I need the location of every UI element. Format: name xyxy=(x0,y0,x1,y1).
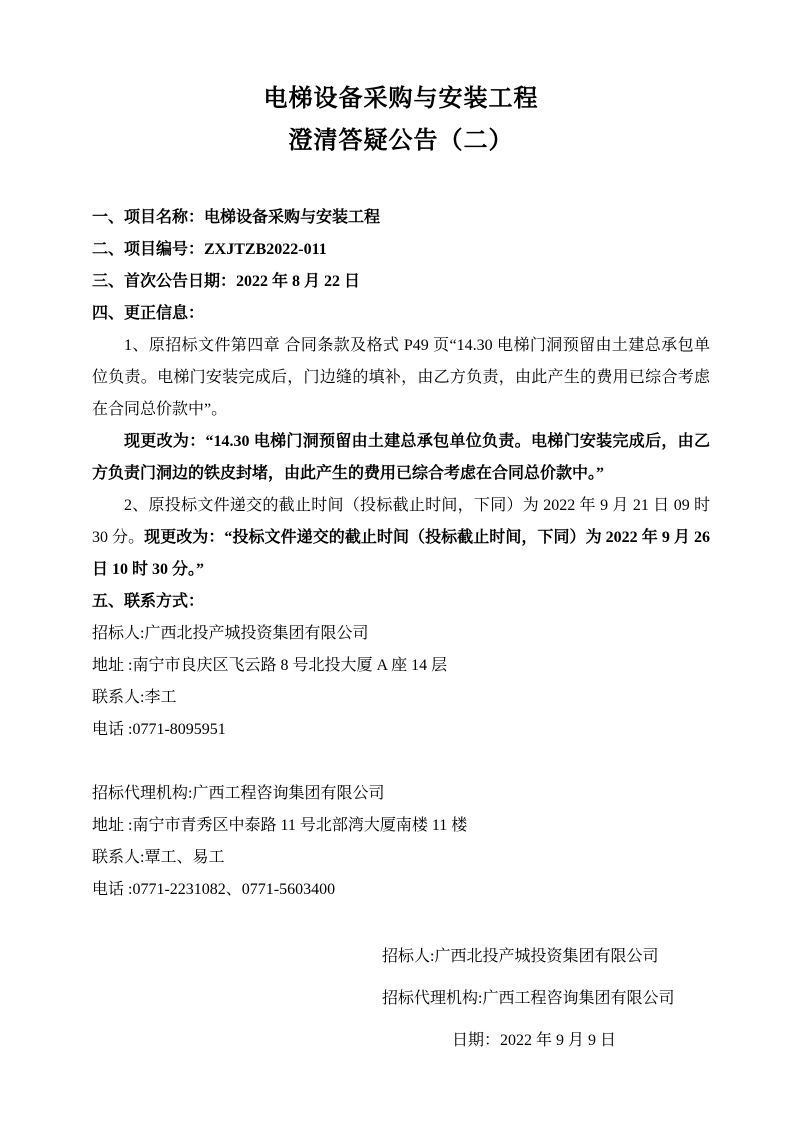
tenderer-address-line: 地址 :南宁市良庆区飞云路 8 号北投大厦 A 座 14 层 xyxy=(92,657,448,674)
agency-phone-line: 电话 :0771-2231082、0771-5603400 xyxy=(92,881,336,898)
signature-tenderer-line: 招标人:广西北投产城投资集团有限公司 xyxy=(382,948,659,965)
document-title-line1: 电梯设备采购与安装工程 xyxy=(263,86,539,112)
project-name-line: 一、项目名称：电梯设备采购与安装工程 xyxy=(92,209,381,226)
tenderer-phone-line: 电话 :0771-8095951 xyxy=(92,721,226,738)
revised-text-run: 现更改为：“14.30 电梯门洞预留由土建总承包单位负责。电梯门安装完成后，由乙方负责门洞边的铁皮封堵，由此产生的费用已综合考虑在合同总价款中。” xyxy=(92,433,710,482)
correction-1-original-text xyxy=(92,330,710,426)
signature-block xyxy=(382,936,710,1062)
agency-name-line: 招标代理机构:广西工程咨询集团有限公司 xyxy=(92,785,385,802)
revised-text-run: 现更改为：“投标文件递交的截止时间（投标截止时间，下同）为 2022 年 9 月 26 日 10 时 30 分。” xyxy=(92,529,710,578)
first-announcement-date-line: 三、首次公告日期：2022 年 8 月 22 日 xyxy=(92,273,361,290)
tenderer-name-line: 招标人:广西北投产城投资集团有限公司 xyxy=(92,625,369,642)
signature-agency-line: 招标代理机构:广西工程咨询集团有限公司 xyxy=(382,990,675,1007)
original-text-run: 1、原招标文件第四章 合同条款及格式 P49 页“14.30 电梯门洞预留由土建总承包单位负责。电梯门安装完成后，门边缝的填补，由乙方负责，由此产生的费用已综合考虑在合同总价款中”。 xyxy=(92,337,710,418)
agency-address-line: 地址 :南宁市青秀区中泰路 11 号北部湾大厦南楼 11 楼 xyxy=(92,817,468,834)
tenderer-contact-person-line: 联系人:李工 xyxy=(92,689,177,706)
document-title xyxy=(92,78,710,162)
document-title-line2: 澄清答疑公告（二） xyxy=(288,128,514,154)
signature-date-line: 日期：2022 年 9 月 9 日 xyxy=(452,1032,617,1049)
correction-1-revised-text xyxy=(92,426,710,490)
contact-heading: 五、联系方式： xyxy=(92,593,205,610)
original-text-run: 2、原投标文件递交的截止时间（投标截止时间，下同）为 2022 年 9 月 21 日 09 时 30 分。 xyxy=(92,497,710,546)
project-number-line: 二、项目编号：ZXJTZB2022-011 xyxy=(92,241,327,258)
corrections-heading: 四、更正信息： xyxy=(92,305,205,322)
correction-2-text xyxy=(92,490,710,586)
agency-contact-person-line: 联系人:覃工、易工 xyxy=(92,849,225,866)
contact-blocks-spacer xyxy=(92,746,710,778)
